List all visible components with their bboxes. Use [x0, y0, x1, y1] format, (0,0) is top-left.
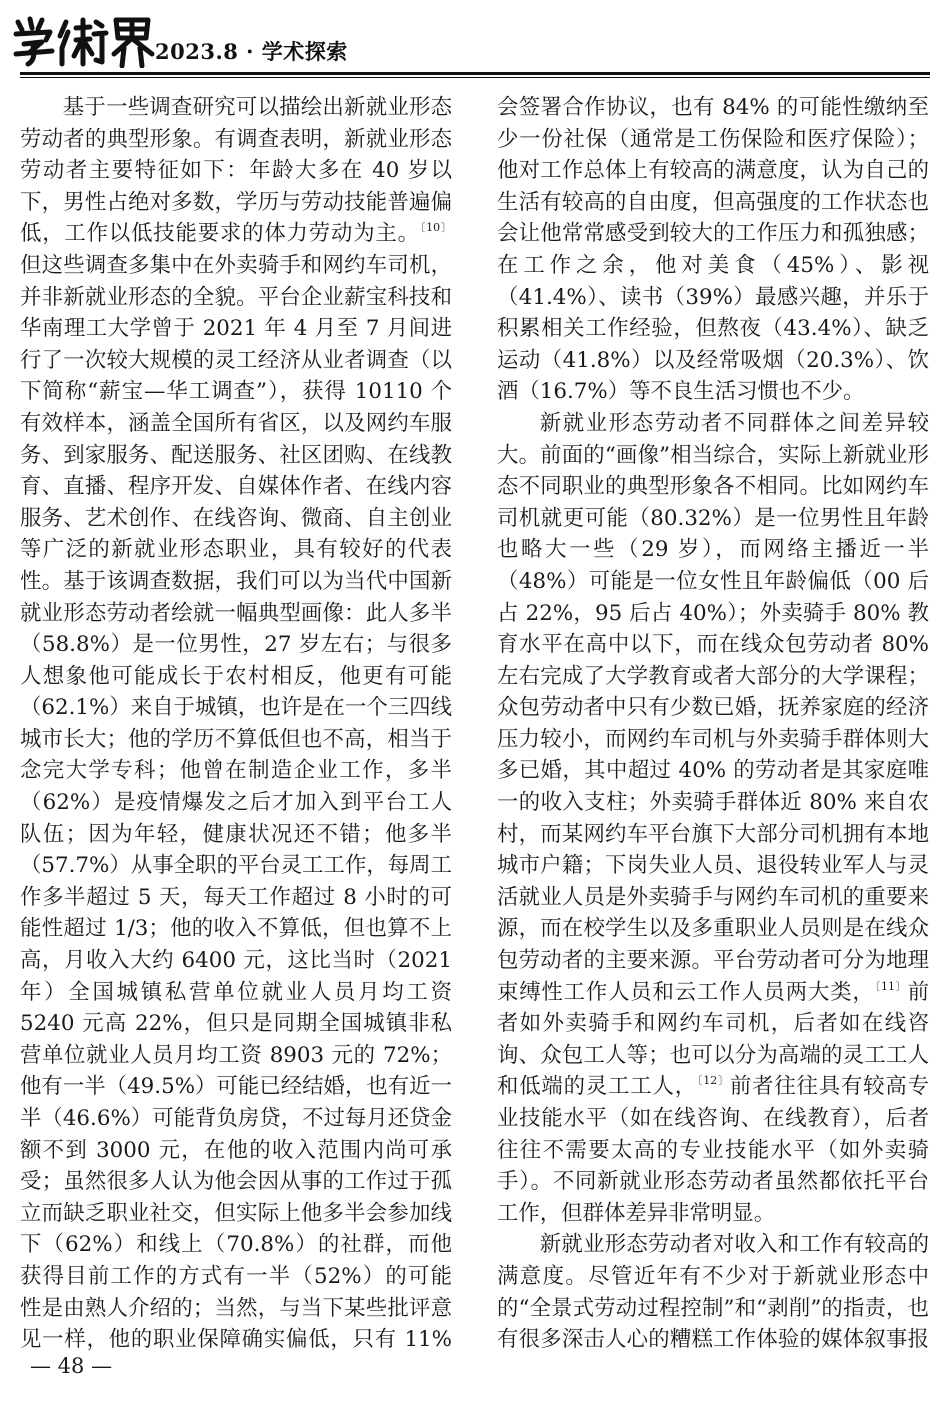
paragraph-text: 但这些调查多集中在外卖骑手和网约车司机，并非新就业形态的全貌。平台企业薪宝科技和华南理工大学曾于 2021 年 4 月至 7 月间进行了一次较大规模的灵工经济从业者调查（以下简称“薪宝—华工调查”），获得 10110 个有效样本，涵盖全国所有省区，以及网约车服务、到家服务、配送服务、社区团购、在线教育、直播、程序开发、自媒体作者、在线内容服务、艺术创作、在线咨询、微商、自主创业等广泛的新就业形态职业，具有较好的代表性。基于该调查数据，我们可以为当代中国新就业形态劳动者绘就一幅典型画像：此人多半（58.8%）是一位男性，27 岁左右；与很多人想象他可能成长于农村相反，他更有可能（62.1%）来自于城镇，也许是在一个三四线城市长大；他的学历不算低但也不高，相当于念完大学专科；他曾在制造企业工作，多半（62%）是疫情爆发之后才加入到平台工人队伍；因为年轻，健康状况还不错；他多半（57.7%）从事全职的平台灵工工作，每周工作多半超过 5 天，每天工作超过 8 小时的可能性超过 1/3；他的收入不算低，但也算不上高，月收入大约 6400 元，这比当时（2021 年）全国城镇私营单位就业人员月均工资 5240 元高 22%，但只是同期全国城镇非私营单位就业人员月均工资 8903 元的 72%；他有一半（49.5%）可能已经结婚，也有近一半（46.6%）可能背负房贷，不过每月还贷金额不到 3000 元，在他的收入范围内尚可承受；虽然很多人认为他会因从事的工作过于孤立而缺乏职业社交，但实际上他多半会参加线下（62%）和线上（70.8%）的社群，而他获得目前工作的方式有一半（52%）的可能性是由熟人介绍的；当然，与当下某些批评意见一样，他的职业保障确实偏低，只有 11%	[20, 252, 452, 1353]
footnote-ref: 〔11〕	[874, 979, 908, 993]
issue-label: 2023.8 · 学术探索	[155, 39, 348, 64]
paragraph-text: 新就业形态劳动者不同群体之间差异较大。前面的“画像”相当综合，实际上新就业形态不同职业的典型形象各不相同。比如网约车司机就更可能（80.32%）是一位男性且年龄也略大一些（29 岁），而网络主播近一半（48%）可能是一位女性且年龄偏低（00 后占 22%，95 后占 40%）；外卖骑手 80% 教育水平在高中以下，而在线众包劳动者 80% 左右完成了大学教育或者大部分的大学课程；众包劳动者中只有少数已婚，抚养家庭的经济压力较小，而网约车司机与外卖骑手群体则大多已婚，其中超过 40% 的劳动者是其家庭唯一的收入支柱；外卖骑手群体近 80% 来自农村，而某网约车平台旗下大部分司机拥有本地城市户籍；下岗失业人员、退役转业军人与灵活就业人员是外卖骑手与网约车司机的重要来源，而在校学生以及多重职业人员则是在线众包劳动者的主要来源。平台劳动者可分为地理束缚性工作人员和云工作人员两大类，	[497, 410, 929, 1005]
left-column	[20, 92, 452, 1354]
paragraph	[20, 92, 452, 1354]
footnote-ref: 〔10〕	[419, 221, 452, 235]
paragraph-text: 前者往往具有较高专业技能水平（如在线咨询、在线教育），后者往往不需要太高的专业技能水平（如外卖骑手）。不同新就业形态劳动者虽然都依托平台工作，但群体差异非常明显。	[497, 1074, 929, 1226]
page-header	[0, 0, 950, 90]
paragraph: 新就业形态劳动者对收入和工作有较高的满意度。尽管近年有不少对于新就业形态中的“全景式劳动过程控制”和“剥削”的指责，也有很多深击人心的糟糕工作体验的媒体叙事报	[497, 1232, 929, 1353]
header-rule-thin	[20, 77, 930, 78]
paragraph: 会签署合作协议，也有 84% 的可能性缴纳至少一份社保（通常是工伤保险和医疗保险）；他对工作总体上有较高的满意度，认为自己的生活有较高的自由度，但高强度的工作状态也会让他常常感受到较大的工作压力和孤独感；在工作之余，他对美食（45%）、影视（41.4%）、读书（39%）最感兴趣，并乐于积累相关工作经验，但熬夜（43.4%）、缺乏运动（41.8%）以及经常吸烟（20.3%）、饮酒（16.7%）等不良生活习惯也不少。	[497, 95, 929, 405]
footnote-ref: 〔12〕	[696, 1074, 730, 1088]
journal-logo-icon	[10, 14, 160, 68]
paragraph-text: 基于一些调查研究可以描绘出新就业形态劳动者的典型形象。有调查表明，新就业形态劳动者主要特征如下：年龄大多在 40 岁以下，男性占绝对多数，学历与劳动技能普遍偏低，工作以低技能要求的体力劳动为主。	[20, 95, 452, 247]
paragraph-text: 前者如外卖骑手和网约车司机，后者如在线咨询、众包工人等；也可以分为高端的灵工工人和低端的灵工工人，	[497, 979, 929, 1100]
page-number: — 48 —	[30, 1354, 113, 1378]
paragraph	[497, 408, 929, 1229]
right-column	[497, 92, 929, 1354]
header-rule	[20, 72, 930, 75]
